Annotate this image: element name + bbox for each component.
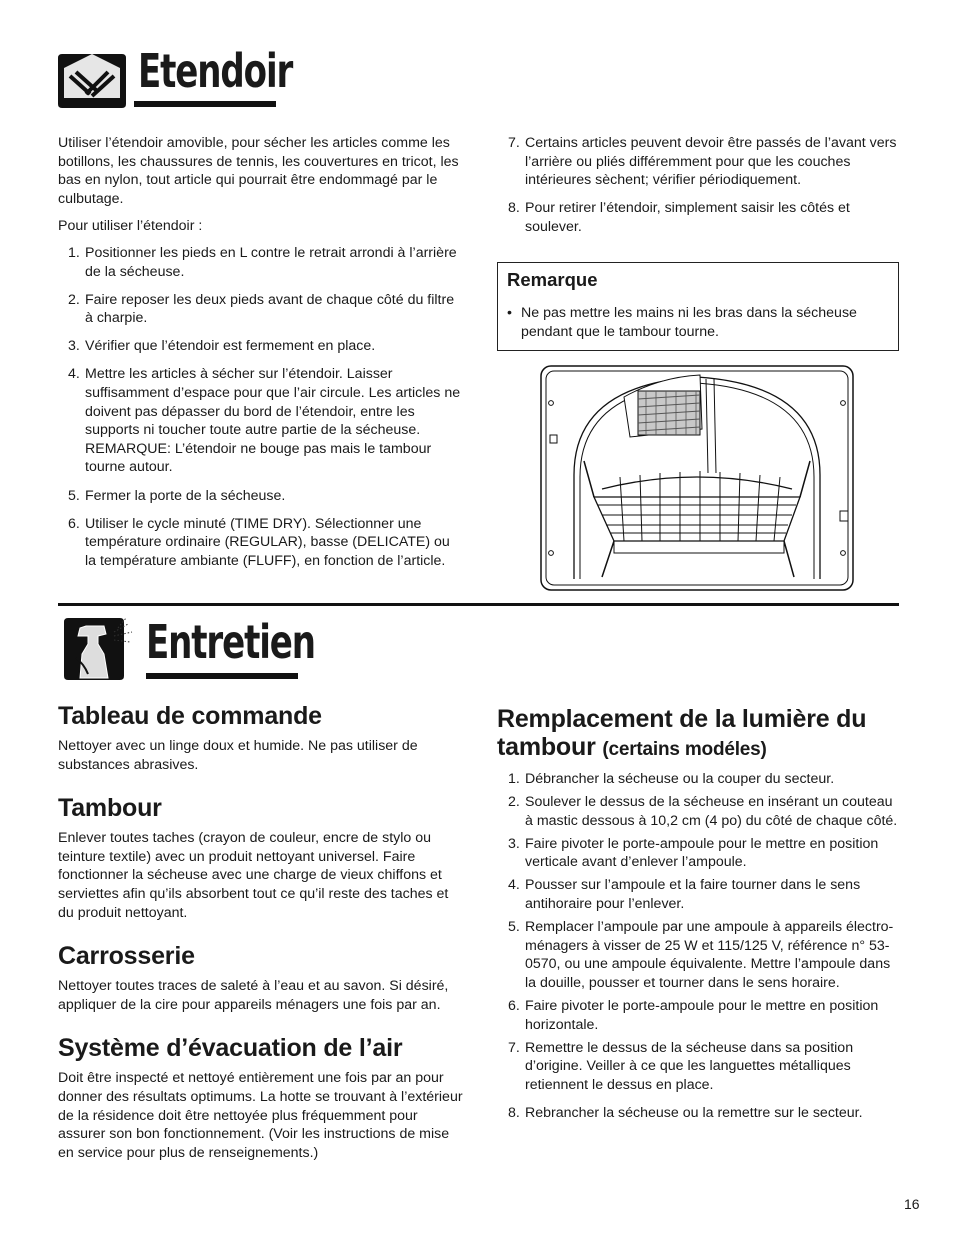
etendoir-lead: Pour utiliser l’étendoir : [58,218,203,235]
etendoir-title-underline [134,101,276,107]
etendoir-intro: Utiliser l’étendoir amovible, pour sécher les articles comme les botillons, les chaussures de tennis, les couvertures en tricot, les bas en nylon, tout article qui pourrait être endommagé par le culbutage. [58,135,459,207]
evacuation-text: Doit être inspecté et nettoyé entièrement une fois par an pour donner des résultats optimums. La hotte se trouvant à l’extérieur de la résidence doit être nettoyée plus fréquemment pour assurer son bon fonctionnement. (Voir les instructions de mise en service pour plus de renseignements.) [58,1070,463,1161]
list-item: 3. Faire pivoter le porte-ampoule pour le mettre en position verticale avant d’enlever l’ampoule. [508,835,879,871]
entretien-title: Entretien [146,615,315,669]
list-item: 4. Pousser sur l’ampoule et la faire tourner dans le sens antihoraire pour l’enlever. [508,877,861,913]
list-item: 8. Pour retirer l’étendoir, simplement saisir les côtés et soulever. [508,200,850,235]
etendoir-right-column [497,134,901,246]
tambour-text: Enlever toutes taches (crayon de couleur, encre de stylo ou teinture textile) avec un produit nettoyant universel. Faire fonctionner la sécheuse avec une charge de vieux chiffons et serviettes afin qu’ils absorbent tout ce qu’il reste des taches et du produit nettoyant. [58,830,449,921]
lumiere-heading: Remplacement de la lumière du tambour (certains modéles) [497,705,867,761]
etendoir-steps-left [57,244,462,570]
list-item: 6. Faire pivoter le porte-ampoule pour le mettre en position horizontale. [508,998,879,1033]
list-item: 5. Remplacer l’ampoule par une ampoule à appareils électro-ménagers à visser de 25 W et 115/125 V, référence n° 53-0570, ou une ampoule équivalente. Mettre l’ampoule dans la douille, pousser et tourner dans le sens horaire. [508,919,894,991]
spray-bottle-icon [58,614,136,684]
lumiere-steps [497,770,902,1122]
list-item: 2. Soulever le dessus de la sécheuse en insérant un couteau à mastic dessous à 10,2 cm (4 po) du côté de chaque côté. [508,794,898,829]
list-item: 3. Vérifier que l’étendoir est fermement en place. [68,338,376,355]
page-number: 16 [904,1196,920,1212]
etendoir-title: Etendoir [138,44,293,98]
etendoir-left-column [58,134,462,580]
carrosserie-heading: Carrosserie [58,942,195,971]
list-item: 7. Remettre le dessus de la sécheuse dans sa position d’origine. Veiller à ce que les languettes métalliques retiennent le dessus en place. [508,1039,854,1093]
list-item: 6. Utiliser le cycle minuté (TIME DRY). Sélectionner une température ordinaire (REGULAR), basse (DELICATE) ou la température ambiante (FLUFF), en fonction de l’article. [68,515,450,569]
list-item: 2. Faire reposer les deux pieds avant de chaque côté du filtre à charpie. [68,291,455,327]
list-item: 8. Rebrancher la sécheuse ou la remettre sur le secteur. [508,1104,863,1121]
list-item: 4. Mettre les articles à sécher sur l’étendoir. Laisser suffisamment d’espace pour que l’air circule. Les articles ne doivent pas dépasser du bord de l’étendoir, entre les supports ni toucher toute autre partie de la sécheuse. REMARQUE: L’étendoir ne bouge pas mais le tambour tourne autour. [68,366,461,476]
bullet-icon: • [507,305,512,321]
lumiere-subtitle: (certains modéles) [602,739,767,760]
note-text: • Ne pas mettre les mains ni les bras dans la sécheuse pendant que le tambour tourne. [507,305,857,340]
list-item: 5. Fermer la porte de la sécheuse. [68,487,286,504]
entretien-right-column [497,705,902,1132]
note-box [497,262,899,351]
evacuation-heading: Système d’évacuation de l’air [58,1034,403,1063]
etendoir-icon [56,50,128,112]
section-divider [58,603,899,606]
tableau-text: Nettoyer avec un linge doux et humide. Ne pas utiliser de substances abrasives. [58,738,418,773]
entretien-left-column [58,702,463,1162]
tambour-heading: Tambour [58,794,162,823]
dryer-rack-illustration [540,365,854,591]
note-title: Remarque [507,269,598,290]
tableau-heading: Tableau de commande [58,702,322,730]
etendoir-steps-right [497,134,901,236]
list-item: 1. Positionner les pieds en L contre le retrait arrondi à l’arrière de la sécheuse. [68,244,457,280]
list-item: 1. Débrancher la sécheuse ou la couper du secteur. [508,771,835,787]
carrosserie-text: Nettoyer toutes traces de saleté à l’eau et au savon. Si désiré, appliquer de la cire pour appareils ménagers une fois par an. [58,978,449,1013]
entretien-title-underline [146,673,298,679]
list-item: 7. Certains articles peuvent devoir être passés de l’avant vers l’arrière ou pliés différemment pour que les couches intérieures sèchent; vérifier périodiquement. [508,135,897,189]
